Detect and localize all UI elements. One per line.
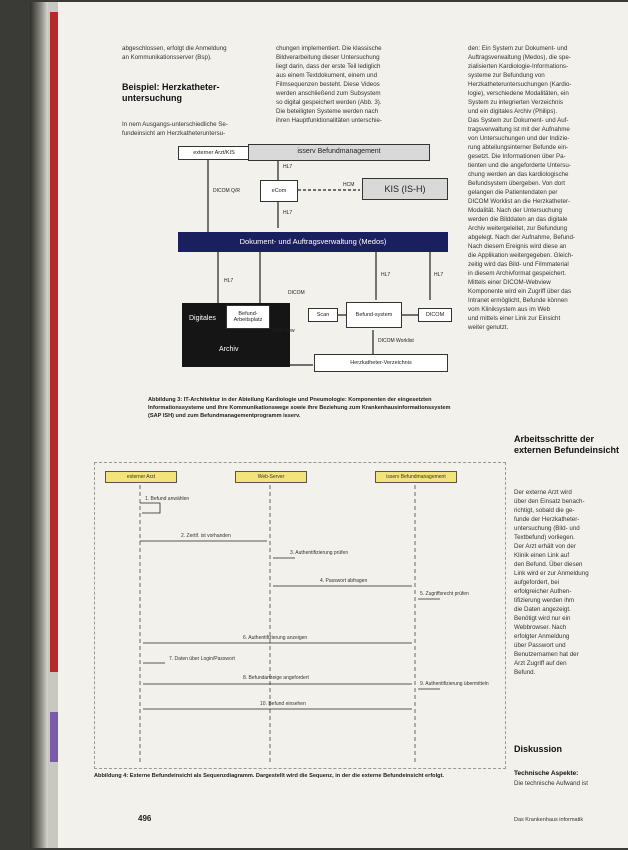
hl7-label-2: HL7 — [283, 210, 293, 216]
seq-message-7: 7. Daten über Login/Passwort — [169, 656, 235, 662]
col3-subheading: Technische Aspekte: — [514, 770, 579, 777]
seq-message-10: 10. Befund einsehen — [260, 701, 306, 707]
seq-message-2: 2. Zertif. ist vorhanden — [181, 533, 231, 539]
medos-box: Dokument- und Auftragsverwaltung (Medos) — [178, 232, 448, 252]
kis-box: KIS (IS-H) — [362, 178, 448, 200]
col3-text: den: Ein System zur Dokument- und Auftragsverwaltung (Medos), die spe- zialisierten Kardiologie-Informations- systeme zur Befundung von Herzkatheteruntersuchungen (Kardio- logie), verschiedene Modalitäten, ein System zu integrierten Verzeichnis und ein digitales Archiv (Philips). Das System zur Dokument- und Auf- tragsverwaltung ist mit der Aufnahme von Untersuchungen und der Indizie- rung abteilungsinterner Befunde ein- gesetzt. Die Informationen über Pa- tienten und die angeforderte Untersu- chung werden an das kardiologische Befundsystem übergeben. Von dort gelangen die Patientendaten per DICOM Worklist an die Herzkatheter- Modalität. Nach der Untersuchung werden die Bilddaten an das digitale Archiv weitergeleitet, zur Befundung abgelegt. Nach der Aufnahme, Befund- Nach diesem Ereignis wird diese an die Applikation weitergegeben. Gleich- zeitig wird das Bild- und Filmmaterial in diesem Archivformat gespeichert. Mittels einer DICOM-Webview Komponente wird ein Zugriff über das Intranet ermöglicht, Befunde können vom Kliniksystem aus im Web und mittels einer Link zur Einsicht weiter genutzt. — [468, 45, 575, 331]
figure-4-caption: Abbildung 4: Externe Befundeinsicht als Sequenzdiagramm. Dargestellt wird die Sequenz, in der die externe Befundeinsicht erfolgt. — [94, 773, 444, 779]
hcm-label: HCM — [343, 182, 355, 188]
page-number: 496 — [138, 814, 152, 823]
dicom-worklist-label: DICOM Worklist — [378, 338, 414, 344]
figure-3-architecture — [148, 140, 453, 390]
seq-message-9: 9. Authentifizierung übermitteln — [420, 681, 489, 687]
scan-box: Scan — [308, 308, 338, 322]
page-binding — [30, 2, 48, 848]
figure-4-sequence — [94, 462, 506, 769]
figure-4-lifelines — [95, 463, 505, 768]
col3-sub-text: Die technische Aufwand ist — [514, 780, 588, 787]
col3-text2: Der externe Arzt wird über den Einsatz benach- richtigt, sobald die ge- funde der Herzkatheter- untersuchung (Bild- und Textbefund) vorliegen. Der Arzt erhält von der Klinik einen Link auf den Befund. Über diesen Link wird er zur Anmeldung aufgefordert, bei erfolgreicher Authen- tifizierung werden ihm die Daten angezeigt. Benötigt wird nur ein Webbrowser. Nach erfolgter Anmeldung über Passwort und Benutzernamen hat der Arzt Zugriff auf den Befund. — [514, 489, 589, 676]
journal-footer: Das Krankenhaus informatik — [514, 817, 584, 823]
actor-web-server: Web-Server — [235, 471, 307, 483]
archive-label: Archiv — [219, 346, 239, 354]
dicom-box: DICOM — [418, 308, 452, 322]
actor-befundmanagement: isserv Befundmanagement — [375, 471, 457, 483]
col2-top-text: chungen implementiert. Die klassische Bildverarbeitung dieser Untersuchung liegt darin, dass der erste Teil lediglich aus einem Textdokument, einem und Filmsequenzen besteht. Diese Videos werden anschließend zum Subsystem so digital gespeichert werden (Abb. 3). Die beteiligten Systeme werden nach ihren Hauptfunktionalitäten unterschie- — [276, 45, 382, 124]
hl7-label-3: HL7 — [224, 278, 234, 284]
col1-heading: Beispiel: Herzkatheter-untersuchung — [122, 82, 220, 103]
external-doctor-box: externer Arzt/KIS — [178, 146, 250, 160]
web-view-label: Web-View — [272, 328, 295, 334]
figure-3-caption: Abbildung 3: IT-Architektur in der Abteilung Kardiologie und Pneumologie: Komponenten der eingesetzten Informationssysteme und ihre Kommunikationswege sowie ihre Beziehung zum Krankenhausinformationssystem (SAP ISH) und zum Befundmanagementprogramm isserv. — [148, 397, 451, 419]
col1-body: In nem Ausgangs-unterschiedliche Se- fundeinsicht am Herzkatheteruntersu- — [122, 121, 228, 137]
col3-heading-discussion: Diskussion — [514, 744, 563, 754]
seq-message-4: 4. Passwort abfragen — [320, 578, 368, 584]
hl7-label-1: HL7 — [283, 164, 293, 170]
section-tab-red — [50, 12, 58, 672]
dicom-qr-label: DICOM Q/R — [213, 188, 240, 194]
col3-heading: Arbeitsschritte der externen Befundeinsicht — [514, 434, 620, 455]
befundmanagement-box: isserv Befundmanagement — [248, 144, 430, 161]
verzeichnis-box: Herzkatheter-Verzeichnis — [314, 354, 448, 372]
actor-external-doctor: externer Arzt — [105, 471, 177, 483]
section-tab-purple — [50, 712, 58, 762]
seq-message-6: 6. Authentifizierung anzeigen — [243, 635, 308, 641]
befund-system-box: Befund-system — [346, 302, 402, 328]
seq-message-1: 1. Befund anwählen — [145, 496, 190, 502]
befund-arbeitsplatz-box: Befund-Arbeitsplatz — [226, 305, 270, 329]
hl7-label-5: HL7 — [434, 272, 444, 278]
ecom-box: eCom — [260, 180, 298, 202]
col1-top-text: abgeschlossen, erfolgt die Anmeldung an Kommunikationsserver (Bsp). — [122, 45, 227, 61]
hl7-label-4: HL7 — [381, 272, 391, 278]
scanned-page — [30, 2, 628, 848]
seq-message-5: 5. Zugriffsrecht prüfen — [420, 591, 469, 597]
seq-message-8: 8. Befundanzeige angefordert — [243, 675, 309, 681]
seq-message-3: 3. Authentifizierung prüfen — [290, 550, 349, 556]
dicom-label: DICOM — [288, 290, 305, 296]
digital-archive-label: Digitales — [189, 315, 216, 323]
